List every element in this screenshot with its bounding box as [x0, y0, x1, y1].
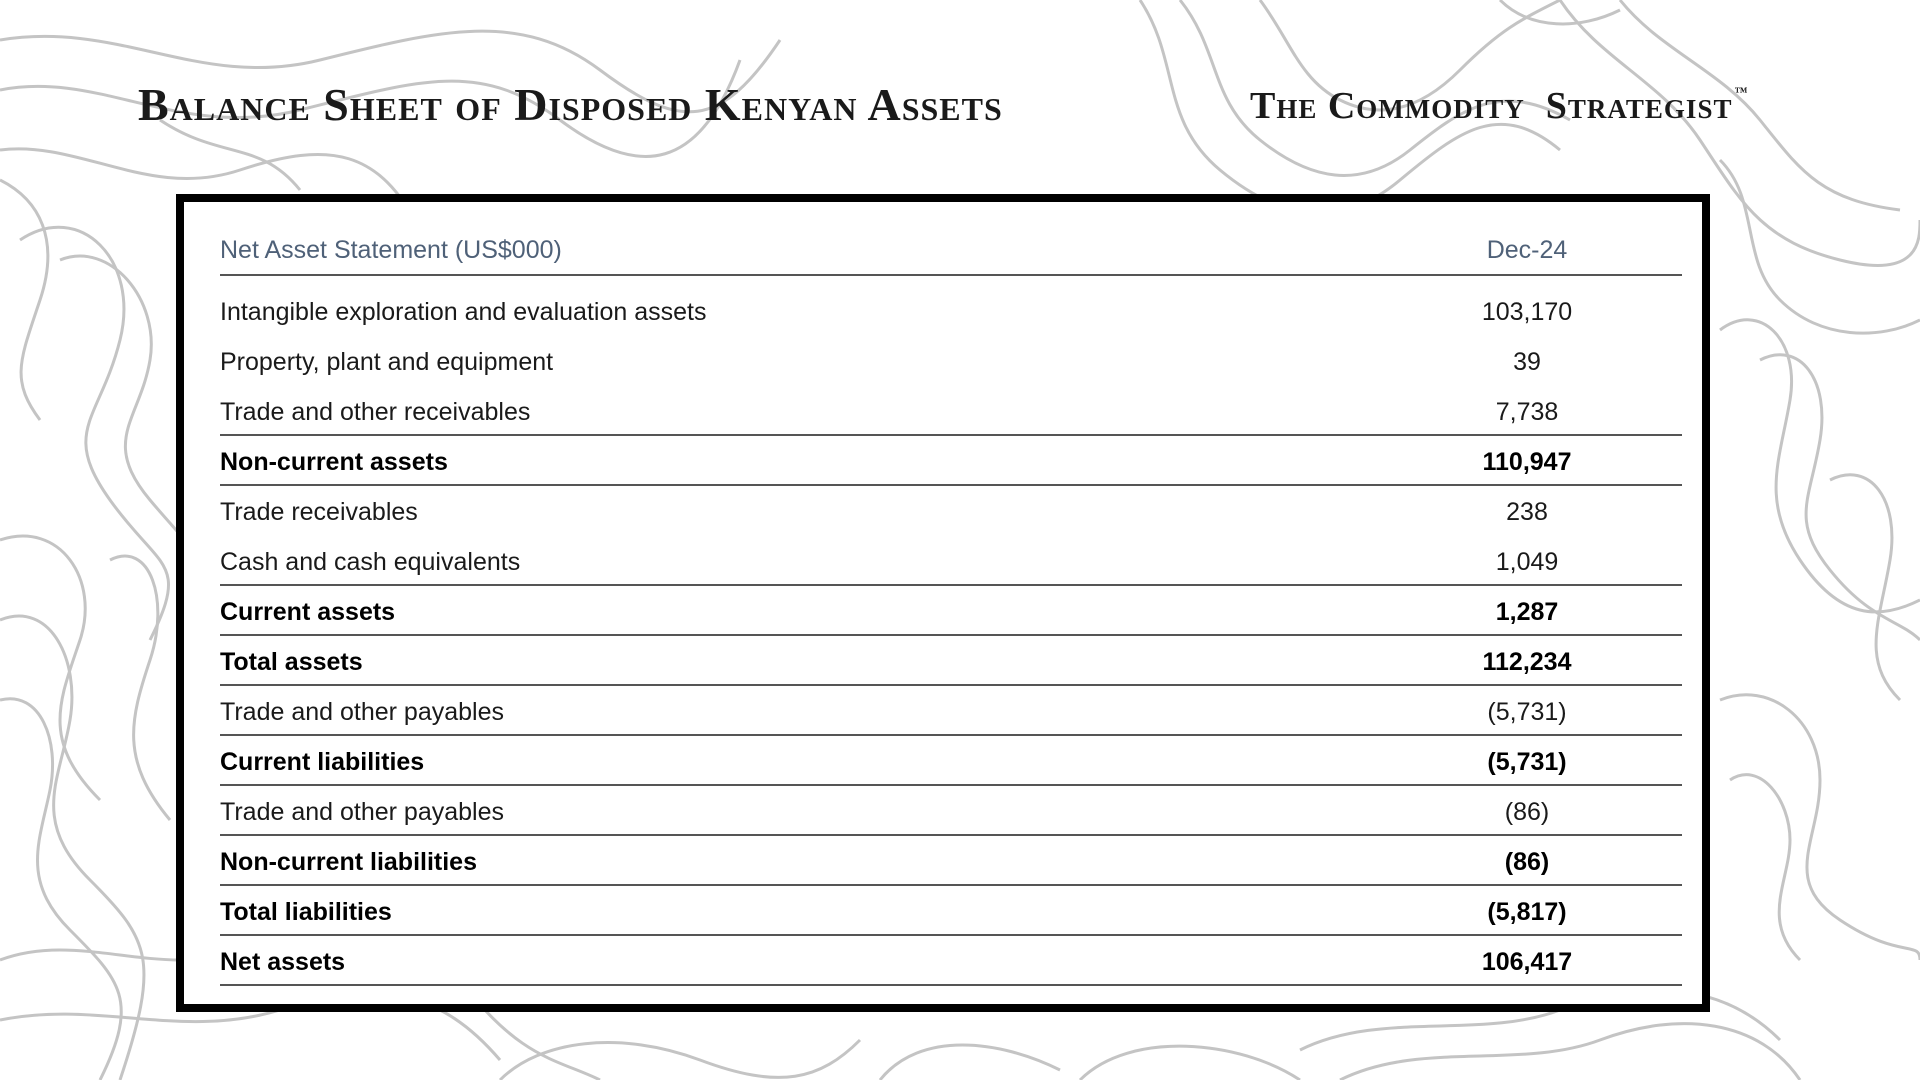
table-row — [220, 786, 1682, 836]
table-row — [220, 286, 1682, 336]
row-label: Property, plant and equipment — [220, 348, 554, 376]
table-body — [220, 286, 1682, 986]
row-value: 110,947 — [1482, 448, 1572, 476]
table-header-period: Dec-24 — [1486, 236, 1568, 264]
row-value: 1,287 — [1495, 598, 1559, 626]
table-header-label: Net Asset Statement (US$000) — [220, 236, 562, 264]
row-value: (5,731) — [1487, 698, 1567, 726]
table-row — [220, 636, 1682, 686]
table-row — [220, 886, 1682, 936]
row-value: (5,731) — [1487, 748, 1567, 776]
row-label: Trade and other receivables — [220, 398, 531, 426]
row-label: Cash and cash equivalents — [220, 548, 521, 576]
row-label: Non-current assets — [220, 448, 448, 476]
table-header — [220, 222, 1682, 276]
table-row — [220, 686, 1682, 736]
table-row — [220, 336, 1682, 386]
table-row — [220, 836, 1682, 886]
table-row — [220, 386, 1682, 436]
table-row — [220, 936, 1682, 986]
row-value: 7,738 — [1495, 398, 1559, 426]
table-row — [220, 586, 1682, 636]
row-label: Trade receivables — [220, 498, 418, 526]
brand-name: The Commodity Strategist — [1250, 85, 1733, 127]
row-label: Intangible exploration and evaluation assets — [220, 298, 707, 326]
table-row — [220, 486, 1682, 536]
page-title: Balance Sheet of Disposed Kenyan Assets — [138, 79, 1003, 130]
row-label: Trade and other payables — [220, 698, 504, 726]
row-value: 106,417 — [1481, 948, 1573, 976]
table-row — [220, 736, 1682, 786]
row-label: Current liabilities — [220, 748, 425, 776]
row-label: Total assets — [220, 648, 363, 676]
table-row — [220, 536, 1682, 586]
row-value: 39 — [1513, 348, 1541, 376]
row-value: 1,049 — [1495, 548, 1559, 576]
row-value: (5,817) — [1487, 898, 1567, 926]
table-row — [220, 436, 1682, 486]
row-value: (86) — [1504, 848, 1550, 876]
row-label: Net assets — [220, 948, 346, 976]
row-label: Trade and other payables — [220, 798, 504, 826]
net-asset-statement-panel — [176, 194, 1710, 1012]
brand-logo — [1250, 84, 1748, 128]
row-value: 103,170 — [1481, 298, 1573, 326]
row-label: Total liabilities — [220, 898, 392, 926]
row-label: Non-current liabilities — [220, 848, 477, 876]
trademark-mark: ™ — [1734, 84, 1749, 99]
row-label: Current assets — [220, 598, 396, 626]
row-value: 238 — [1506, 498, 1548, 526]
row-value: 112,234 — [1482, 648, 1572, 676]
row-value: (86) — [1504, 798, 1550, 826]
